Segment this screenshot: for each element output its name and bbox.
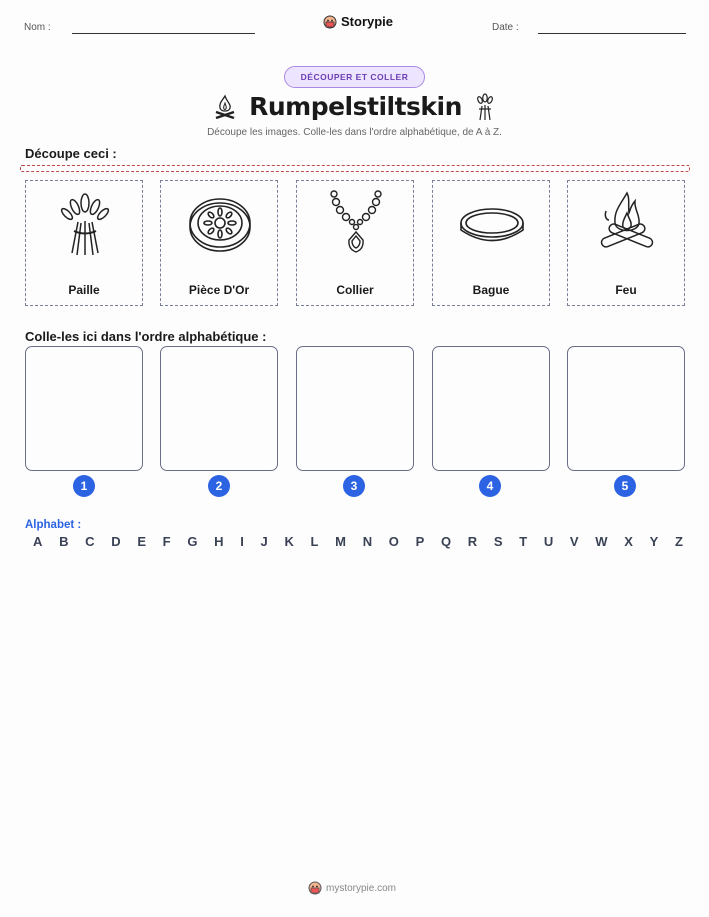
cut-card-gold-coin[interactable]	[160, 180, 278, 306]
alphabet-letter: J	[260, 534, 268, 549]
alphabet-letter: I	[240, 534, 244, 549]
title-row	[0, 92, 709, 121]
slot-number: 1	[73, 475, 95, 497]
cut-card-ring[interactable]	[432, 180, 550, 306]
page-title: Rumpelstiltskin	[249, 92, 462, 121]
alphabet-letter: S	[493, 534, 503, 549]
alphabet-letter: O	[388, 534, 399, 549]
storypie-mascot-icon	[308, 881, 322, 895]
slot-number: 5	[614, 475, 636, 497]
cut-line	[20, 165, 690, 172]
cut-card-straw[interactable]	[25, 180, 143, 306]
alphabet-letter: X	[624, 534, 633, 549]
paste-box-4[interactable]	[432, 346, 550, 471]
slot-number: 2	[208, 475, 230, 497]
slot-number: 3	[343, 475, 365, 497]
alphabet-letter: N	[362, 534, 373, 549]
wheat-sheaf-icon	[474, 93, 496, 121]
alphabet-heading: Alphabet :	[25, 519, 82, 531]
alphabet-letter: M	[335, 534, 346, 549]
card-label: Paille	[68, 283, 100, 297]
slot-number: 4	[479, 475, 501, 497]
alphabet-letter: E	[137, 534, 146, 549]
footer-url[interactable]: mystorypie.com	[326, 882, 397, 894]
card-label: Pièce D'Or	[188, 283, 250, 297]
alphabet-letter: Z	[674, 534, 683, 549]
paste-heading: Colle-les ici dans l'ordre alphabétique :	[25, 329, 267, 344]
alphabet-letter: G	[187, 534, 198, 549]
wheat-sheaf-icon	[50, 189, 120, 259]
alphabet-letter: L	[310, 534, 319, 549]
alphabet-letter: C	[85, 534, 95, 549]
alphabet-letter: P	[415, 534, 425, 549]
alphabet-letter: A	[33, 534, 43, 549]
alphabet-letter: F	[162, 534, 171, 549]
necklace-icon	[321, 189, 391, 259]
alphabet-row	[33, 534, 683, 549]
gold-coin-icon	[185, 189, 255, 259]
cut-card-fire[interactable]	[567, 180, 685, 306]
alphabet-letter: D	[111, 534, 121, 549]
alphabet-letter: U	[543, 534, 554, 549]
brand-logo	[323, 14, 393, 29]
ring-icon	[457, 189, 527, 259]
paste-box-2[interactable]	[160, 346, 278, 471]
campfire-icon	[213, 94, 237, 120]
alphabet-letter: W	[595, 534, 608, 549]
instructions: Découpe les images. Colle-les dans l'ordre alphabétique, de A à Z.	[207, 127, 502, 138]
name-label: Nom :	[24, 22, 51, 33]
alphabet-letter: K	[284, 534, 294, 549]
brand-name: Storypie	[341, 14, 394, 29]
card-label: Collier	[336, 283, 374, 297]
footer	[308, 881, 396, 895]
paste-box-3[interactable]	[296, 346, 414, 471]
activity-badge: DÉCOUPER ET COLLER	[284, 66, 425, 88]
name-line	[72, 33, 255, 34]
card-label: Feu	[615, 283, 637, 297]
alphabet-letter: Y	[649, 534, 659, 549]
alphabet-letter: Q	[440, 534, 452, 549]
storypie-mascot-icon	[323, 15, 337, 29]
cut-heading: Découpe ceci :	[25, 146, 117, 161]
cut-card-necklace[interactable]	[296, 180, 414, 306]
alphabet-letter: V	[569, 534, 579, 549]
paste-box-5[interactable]	[567, 346, 685, 471]
card-label: Bague	[472, 283, 510, 297]
paste-box-1[interactable]	[25, 346, 143, 471]
alphabet-letter: T	[519, 534, 528, 549]
alphabet-letter: B	[59, 534, 69, 549]
date-label: Date :	[492, 22, 519, 33]
alphabet-letter: H	[214, 534, 224, 549]
campfire-icon	[592, 189, 662, 259]
date-line	[538, 33, 686, 34]
alphabet-letter: R	[467, 534, 478, 549]
